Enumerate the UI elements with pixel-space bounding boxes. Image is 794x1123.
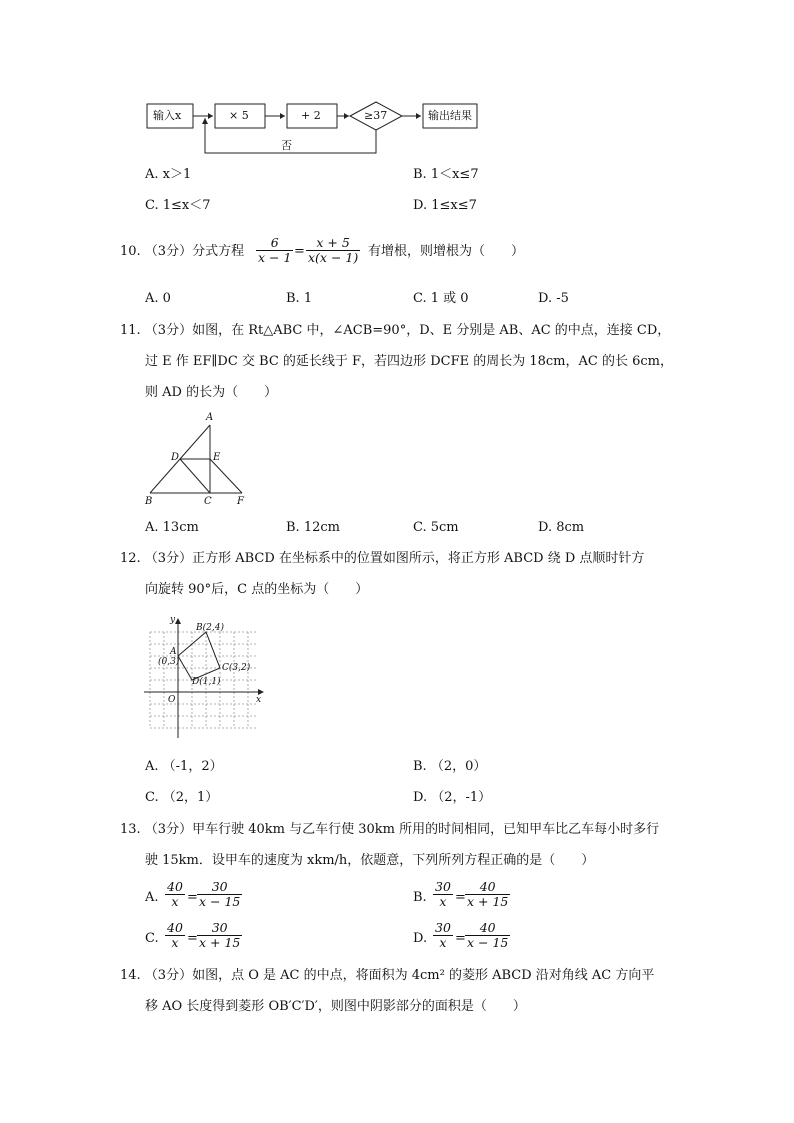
q12-point-a-coord: (0,3) xyxy=(158,657,180,667)
flow-input-label: 输入x xyxy=(153,109,182,122)
q12-option-c: C. （2，1） xyxy=(145,790,219,805)
q13-option-c xyxy=(145,921,265,957)
flow-condition-label: ≥37 xyxy=(364,109,388,122)
q12-point-d-label: D(1,1) xyxy=(192,677,221,687)
q12-point-b-label: B(2,4) xyxy=(196,623,224,633)
q9-option-d: D. 1≤x≤7 xyxy=(413,198,477,213)
q13-b-n2: 40 xyxy=(479,879,496,894)
q12-axis-x-label: x xyxy=(256,695,262,705)
q12-option-a: A. （-1，2） xyxy=(145,759,223,774)
q12-option-b: B. （2，0） xyxy=(413,759,487,774)
q13-c-frac-left xyxy=(165,921,185,950)
q13-d-d2: x − 15 xyxy=(467,935,509,950)
q13-c-frac-right xyxy=(197,921,242,950)
q13-a-label: A. xyxy=(145,890,159,905)
q13-b-eq: = xyxy=(455,890,466,905)
q11-option-d: D. 8cm xyxy=(538,520,585,535)
q10-fraction-1 xyxy=(256,236,293,265)
q13-a-n1: 40 xyxy=(167,879,183,894)
q11-triangle-figure xyxy=(140,410,260,510)
q9-option-c: C. 1≤x＜7 xyxy=(145,198,211,213)
q11-option-c: C. 5cm xyxy=(413,520,459,535)
q13-a-eq: = xyxy=(187,890,198,905)
q13-b-d1: x xyxy=(433,894,453,909)
q13-option-a xyxy=(145,880,265,916)
q13-c-d2: x + 15 xyxy=(199,935,241,950)
q13-d-frac-right xyxy=(465,921,510,950)
q13-b-frac-right xyxy=(465,880,510,909)
q13-c-d1: x xyxy=(165,935,185,950)
q13-d-eq: = xyxy=(455,931,466,946)
q13-a-d1: x xyxy=(165,894,185,909)
q10-option-b: B. 1 xyxy=(286,291,313,306)
q11-line-2: 过 E 作 EF∥DC 交 BC 的延长线于 F，若四边形 DCFE 的周长为 18cm，AC 的长 6cm， xyxy=(145,354,673,369)
q11-label-a: A xyxy=(206,412,214,423)
q13-b-label: B. xyxy=(413,890,427,905)
q11-line-1: 11. （3分）如图，在 Rt△ABC 中，∠ACB=90°，D、E 分别是 AB、AC 的中点，连接 CD， xyxy=(120,323,671,338)
q12-point-a-label: A xyxy=(170,647,177,657)
question-10 xyxy=(120,234,680,274)
q13-d-label: D. xyxy=(413,931,428,946)
q10-frac1-num: 6 xyxy=(270,235,279,250)
q14-line-2: 移 AO 长度得到菱形 OB′C′D′，则图中阴影部分的面积是（ ） xyxy=(145,999,526,1014)
q11-option-b: B. 12cm xyxy=(286,520,340,535)
q13-a-n2: 30 xyxy=(211,879,228,894)
q11-label-b: B xyxy=(145,496,153,507)
q10-prefix: 10. （3分）分式方程 xyxy=(120,244,245,259)
q13-a-d2: x − 15 xyxy=(199,894,241,909)
q10-frac2-num: x + 5 xyxy=(316,235,350,250)
flowchart xyxy=(145,98,485,160)
q13-line-2: 驶 15km．设甲车的速度为 xkm/h，依题意，下列所列方程正确的是（ ） xyxy=(145,853,595,868)
q10-equals: = xyxy=(294,244,305,259)
q13-b-d2: x + 15 xyxy=(467,894,509,909)
q11-label-d: D xyxy=(171,452,180,463)
q13-b-n1: 30 xyxy=(435,879,451,894)
q13-c-n2: 30 xyxy=(211,920,228,935)
q13-a-frac-right xyxy=(197,880,242,909)
q10-frac2-den: x(x − 1) xyxy=(308,250,359,265)
q12-axis-y-label: y xyxy=(170,615,176,625)
q10-option-a: A. 0 xyxy=(145,291,171,306)
q10-frac1-den: x − 1 xyxy=(258,250,292,265)
q13-c-eq: = xyxy=(187,931,198,946)
q12-coordinate-figure xyxy=(140,612,270,742)
q12-option-d: D. （2，-1） xyxy=(413,790,492,805)
q13-d-d1: x xyxy=(433,935,453,950)
q11-line-3: 则 AD 的长为（ ） xyxy=(145,385,278,400)
q13-c-n1: 40 xyxy=(167,920,183,935)
q12-line-1: 12. （3分）正方形 ABCD 在坐标系中的位置如图所示，将正方形 ABCD 绕 D 点顺时针方 xyxy=(120,551,645,566)
q12-line-2: 向旋转 90°后，C 点的坐标为（ ） xyxy=(145,582,369,597)
q12-origin-label: O xyxy=(168,695,176,705)
q13-d-n1: 30 xyxy=(435,920,451,935)
q13-b-frac-left xyxy=(433,880,453,909)
q13-a-frac-left xyxy=(165,880,185,909)
q10-fraction-2 xyxy=(306,236,360,265)
q13-d-n2: 40 xyxy=(479,920,496,935)
q11-option-a: A. 13cm xyxy=(145,520,199,535)
q11-label-c: C xyxy=(204,496,212,507)
flow-plus2-label: + 2 xyxy=(301,109,321,122)
flow-no-label: 否 xyxy=(281,139,292,152)
q13-d-frac-left xyxy=(433,921,453,950)
flow-times5-label: × 5 xyxy=(229,109,249,122)
q11-label-f: F xyxy=(237,496,244,507)
flow-output-label: 输出结果 xyxy=(428,109,472,122)
q12-point-c-label: C(3,2) xyxy=(222,663,251,673)
q9-option-a: A. x＞1 xyxy=(145,167,192,182)
q11-label-e: E xyxy=(213,452,221,463)
q9-option-b: B. 1＜x≤7 xyxy=(413,167,479,182)
q13-line-1: 13. （3分）甲车行驶 40km 与乙车行使 30km 所用的时间相同，已知甲车比乙车每小时多行 xyxy=(120,822,660,837)
q10-option-c: C. 1 或 0 xyxy=(413,291,469,306)
q13-option-d xyxy=(413,921,533,957)
q10-suffix: 有增根，则增根为（ ） xyxy=(368,244,525,259)
q13-c-label: C. xyxy=(145,931,159,946)
q14-line-1: 14. （3分）如图，点 O 是 AC 的中点，将面积为 4cm² 的菱形 ABCD 沿对角线 AC 方向平 xyxy=(120,968,655,983)
q10-option-d: D. -5 xyxy=(538,291,569,306)
q13-option-b xyxy=(413,880,533,916)
